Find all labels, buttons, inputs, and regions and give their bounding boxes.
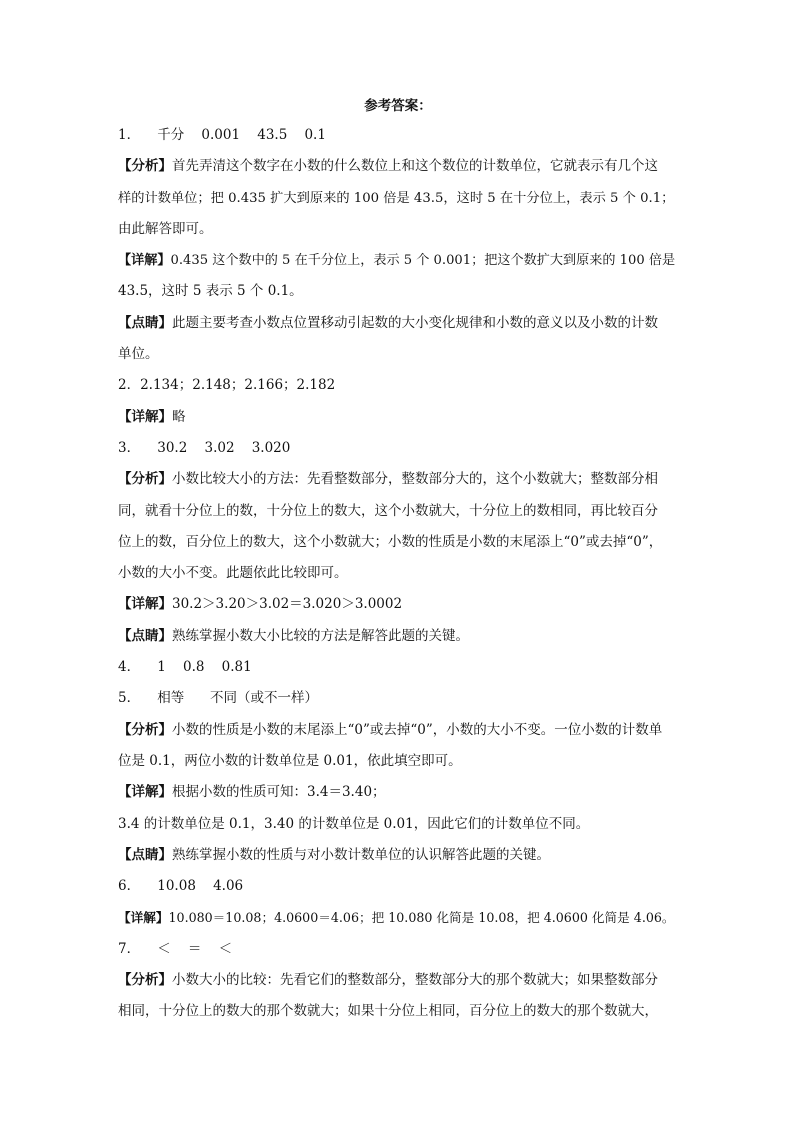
section-tag: 【详解】 [118, 253, 171, 269]
continuation-line [118, 276, 678, 307]
explanation-text: 熟练掌握小数大小比较的方法是解答此题的关键。 [172, 627, 469, 644]
explanation-text: 小数大小的比较：先看它们的整数部分，整数部分大的那个数就大；如果整数部分 [172, 972, 658, 989]
explanation-line [118, 902, 678, 933]
explanation-text: 相同，十分位上的数大的那个数就大；如果十分位上相同，百分位上的数大的那个数就大， [118, 1003, 658, 1020]
explanation-line [118, 715, 678, 746]
explanation-text: 由此解答即可。 [118, 220, 213, 237]
explanation-line [118, 464, 678, 495]
explanation-text: 略 [172, 408, 186, 425]
section-tag: 【分析】 [118, 471, 172, 488]
answer-text: 3． 30.2 3.02 3.020 [118, 439, 291, 456]
continuation-line [118, 183, 678, 214]
section-tag: 【分析】 [118, 158, 172, 175]
explanation-text: 0.435 这个数中的 5 在千分位上，表示 5 个 0.001；把这个数扩大到原来的 100 倍是 [170, 253, 676, 269]
explanation-text: 10.080＝10.08；4.0600＝4.06；把 10.080 化简是 10.08，把 4.0600 化简是 4.06。 [168, 910, 675, 926]
answer-content [118, 120, 678, 1028]
section-tag: 【分析】 [118, 721, 172, 738]
continuation-line [118, 809, 678, 840]
answer-line [118, 934, 678, 965]
explanation-text: 30.2＞3.20＞3.02＝3.020＞3.0002 [172, 596, 403, 613]
section-tag: 【点睛】 [118, 627, 172, 644]
continuation-line [118, 339, 678, 370]
answer-text: 2．2.134；2.148；2.166；2.182 [118, 377, 336, 394]
section-tag: 【详解】 [118, 408, 172, 425]
explanation-line [118, 151, 678, 182]
explanation-line [118, 402, 678, 433]
explanation-text: 此题主要考查小数点位置移动引起数的大小变化规律和小数的意义以及小数的计数 [172, 314, 658, 331]
explanation-line [118, 245, 678, 276]
section-tag: 【点睛】 [118, 314, 172, 331]
explanation-text: 首先弄清这个数字在小数的什么数位上和这个数位的计数单位，它就表示有几个这 [172, 158, 658, 175]
continuation-line [118, 746, 678, 777]
continuation-line [118, 996, 678, 1027]
answer-text: 1． 千分 0.001 43.5 0.1 [118, 127, 326, 143]
section-tag: 【详解】 [118, 910, 169, 926]
explanation-line [118, 965, 678, 996]
explanation-line [118, 308, 678, 339]
explanation-line [118, 621, 678, 652]
explanation-line [118, 777, 678, 808]
answer-line [118, 433, 678, 464]
answer-text: 4． 1 0.8 0.81 [118, 659, 252, 676]
explanation-text: 小数的大小不变。此题依此比较即可。 [118, 565, 348, 582]
answer-line [118, 120, 678, 151]
explanation-text: 根据小数的性质可知：3.4＝3.40； [172, 784, 386, 801]
answer-sheet [118, 96, 678, 1028]
explanation-text: 单位。 [118, 346, 159, 363]
explanation-text: 小数的性质是小数的末尾添上“0”或去掉“0”，小数的大小不变。一位小数的计数单 [172, 721, 663, 738]
explanation-line [118, 589, 678, 620]
continuation-line [118, 496, 678, 527]
explanation-text: 同，就看十分位上的数，十分位上的数大，这个小数就大，十分位上的数相同，再比较百分 [118, 502, 658, 519]
continuation-line [118, 527, 678, 558]
answer-text: 7． ＜ ＝ ＜ [118, 940, 233, 957]
answer-line [118, 871, 678, 902]
section-tag: 【分析】 [118, 972, 172, 989]
explanation-text: 位是 0.1，两位小数的计数单位是 0.01，依此填空即可。 [118, 752, 462, 769]
continuation-line [118, 214, 678, 245]
explanation-text: 样的计数单位；把 0.435 扩大到原来的 100 倍是 43.5，这时 5 在十分位上，表示 5 个 0.1； [118, 190, 675, 206]
answer-line [118, 370, 678, 401]
explanation-text: 位上的数，百分位上的数大，这个小数就大；小数的性质是小数的末尾添上“0”或去掉“0”， [118, 533, 663, 550]
answer-line [118, 652, 678, 683]
page-title: 参考答案： [364, 98, 432, 114]
explanation-text: 43.5，这时 5 表示 5 个 0.1。 [118, 283, 303, 300]
explanation-text: 3.4 的计数单位是 0.1，3.40 的计数单位是 0.01，因此它们的计数单位不同。 [118, 815, 590, 832]
explanation-line [118, 840, 678, 871]
section-tag: 【详解】 [118, 784, 172, 801]
explanation-text: 小数比较大小的方法：先看整数部分，整数部分大的，这个小数就大；整数部分相 [172, 471, 658, 488]
section-tag: 【点睛】 [118, 846, 172, 863]
answer-text: 6． 10.08 4.06 [118, 878, 244, 895]
answer-line [118, 683, 678, 714]
section-tag: 【详解】 [118, 596, 172, 613]
continuation-line [118, 558, 678, 589]
answer-text: 5． 相等 不同（或不一样） [118, 690, 319, 707]
explanation-text: 熟练掌握小数的性质与对小数计数单位的认识解答此题的关键。 [172, 846, 550, 863]
